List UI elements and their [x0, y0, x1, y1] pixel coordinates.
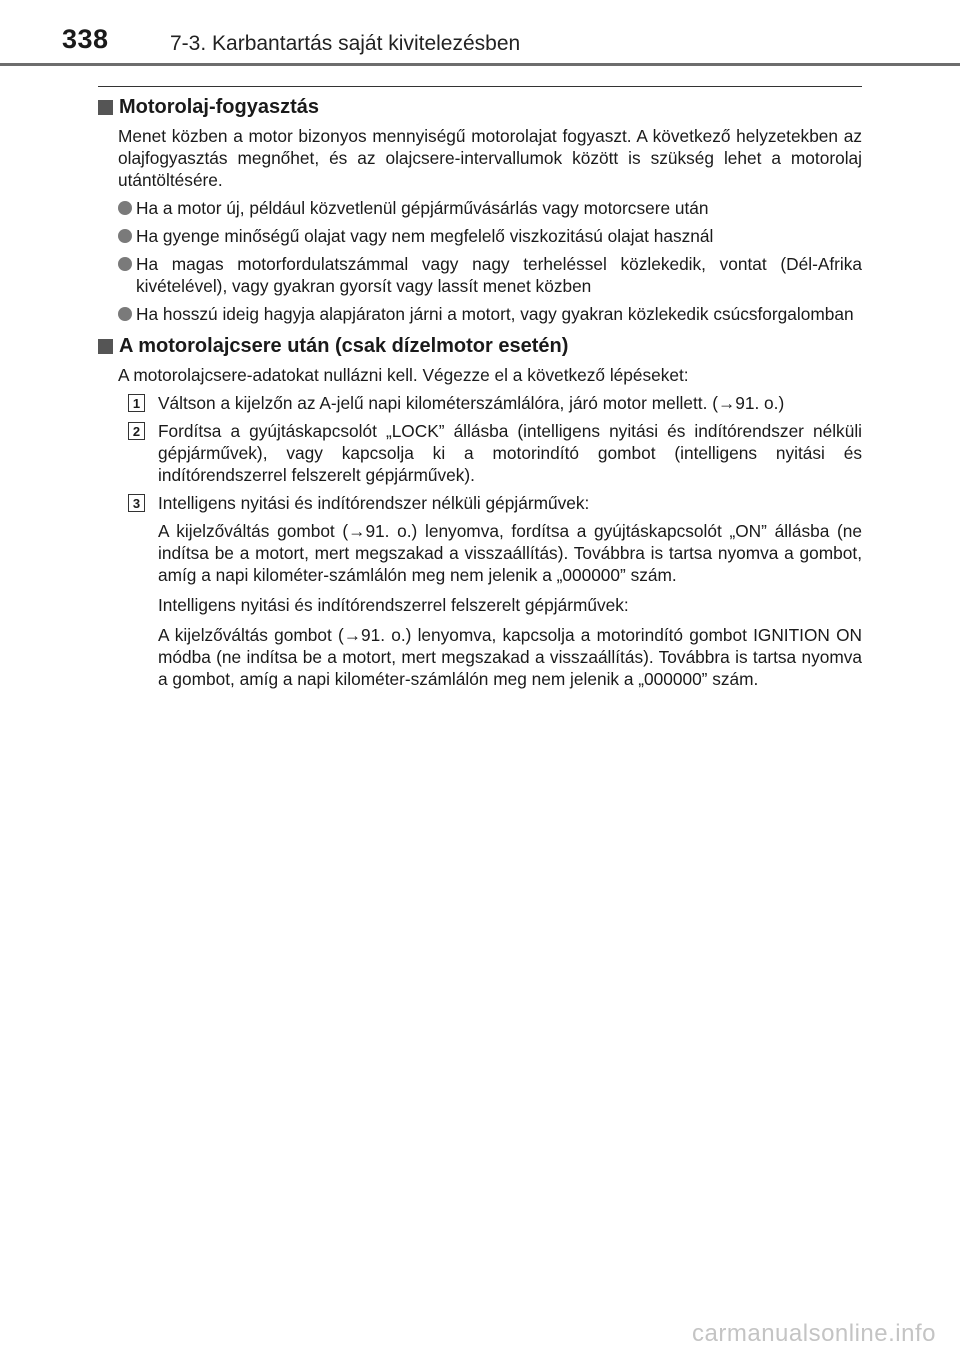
section-heading-oil-consumption [98, 96, 862, 119]
section-heading-text: A motorolajcsere után (csak dízelmotor esetén) [119, 335, 569, 357]
round-bullet-icon [118, 307, 132, 321]
list-item-text: Ha gyenge minőségű olajat vagy nem megfelelő viszkozitású olajat használ [136, 226, 714, 246]
section-divider [98, 86, 862, 87]
step-text: Intelligens nyitási és indítórendszer nélküli gépjárművek: [158, 493, 590, 513]
step-text: Fordítsa a gyújtáskapcsolót „LOCK” állásba (intelligens nyitási és indítórendszer nélküli gépjárművek), vagy kapcsolja ki a motorindító gombot (intelligens nyitási és indítórendszerrel felszerelt gépjárművek). [158, 421, 862, 485]
step-detail-paragraph: A kijelzőváltás gombot (→91. o.) lenyomva, fordítsa a gyújtáskapcsolót „ON” állásba (ne indítsa be a motort, mert megszakad a visszaállítás). Továbbra is tartsa nyomva a gombot, amíg a napi kilométer-számlálón meg nem jelenik a „000000” szám. [158, 521, 862, 585]
square-bullet-icon [98, 100, 113, 115]
list-item-text: Ha magas motorfordulatszámmal vagy nagy terheléssel közlekedik, vontat (Dél-Afrika kivételével), vagy gyakran gyorsít vagy lassít menet közben [136, 254, 862, 296]
round-bullet-icon [118, 229, 132, 243]
step-detail-paragraph: Intelligens nyitási és indítórendszerrel felszerelt gépjárművek: [158, 595, 629, 615]
list-item [118, 303, 862, 325]
list-item [118, 225, 862, 247]
section-intro: Menet közben a motor bizonyos mennyiségű motorolajat fogyaszt. A következő helyzetekben az olajfogyasztás megnőhet, és az olajcsere-intervallumok között is szükség lehet a motorolaj utántöltésére. [118, 126, 862, 190]
watermark: carmanualsonline.info [692, 1320, 936, 1347]
chapter-title: 7-3. Karbantartás saját kivitelezésben [170, 32, 521, 55]
section-heading-after-oil-change [98, 335, 862, 358]
round-bullet-icon [118, 201, 132, 215]
list-item [118, 253, 862, 297]
section-intro: A motorolajcsere-adatokat nullázni kell. Végezze el a következő lépéseket: [118, 365, 689, 385]
step-detail-paragraph: A kijelzőváltás gombot (→91. o.) lenyomva, kapcsolja a motorindító gombot IGNITION ON módba (ne indítsa be a motort, mert megszakad a visszaállítás). Továbbra is tartsa nyomva a gombot, amíg a napi kilométer-számlálón meg nem jelenik a „000000” szám. [158, 625, 862, 689]
step-number-box: 3 [128, 494, 145, 512]
page-number: 338 [62, 24, 109, 54]
main-content [98, 96, 862, 698]
page-header [0, 0, 960, 66]
square-bullet-icon [98, 339, 113, 354]
step-item [132, 420, 862, 486]
step-item [132, 492, 862, 514]
list-item-text: Ha hosszú ideig hagyja alapjáraton járni a motort, vagy gyakran közlekedik csúcsforgalomban [136, 304, 854, 324]
step-item [132, 392, 862, 414]
step-text: Váltson a kijelzőn az A-jelű napi kilométerszámlálóra, járó motor mellett. (→91. o.) [158, 393, 785, 413]
list-item-text: Ha a motor új, például közvetlenül gépjárművásárlás vagy motorcsere után [136, 198, 709, 218]
round-bullet-icon [118, 257, 132, 271]
step-number-box: 1 [128, 394, 145, 412]
step-number-box: 2 [128, 422, 145, 440]
list-item [118, 197, 862, 219]
section-heading-text: Motorolaj-fogyasztás [119, 96, 320, 118]
